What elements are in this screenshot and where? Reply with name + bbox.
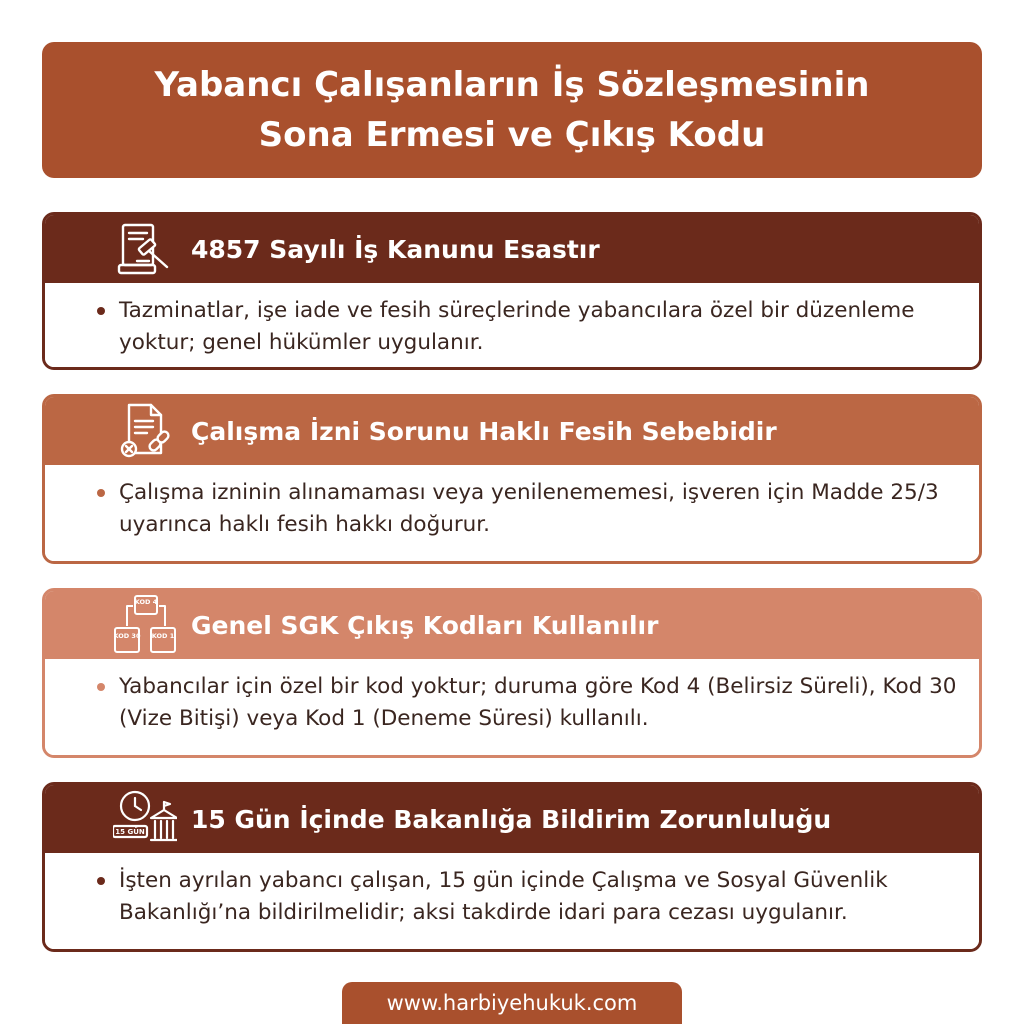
bullet-dot [97,307,105,315]
document-broken-link-icon [113,399,177,463]
fifteen-days-label: 15 GÜN [115,828,145,836]
exit-codes-icon [113,593,177,657]
info-card-work-permit [42,394,982,564]
card-text: Çalışma izninin alınamaması veya yenilenememesi, işveren için Madde 25/3 uyarınca haklı fesih hakkı doğurur. [119,480,939,537]
card-text: İşten ayrılan yabancı çalışan, 15 gün içinde Çalışma ve Sosyal Güvenlik Bakanlığı’na bildirilmelidir; aksi takdirde idari para cezası uygulanır. [119,868,888,925]
title-line-1: Yabancı Çalışanların İş Sözleşmesinin [154,65,870,105]
info-card-labor-law [42,212,982,370]
bullet-dot [97,877,105,885]
kod-30-label: KOD 30 [113,632,141,640]
card-heading: Çalışma İzni Sorunu Haklı Fesih Sebebidir [191,416,777,446]
card-header [45,215,979,283]
gavel-book-icon [113,217,177,281]
card-heading: Genel SGK Çıkış Kodları Kullanılır [191,610,659,640]
bullet-dot [97,489,105,497]
card-body [45,853,979,949]
title-line-2: Sona Ermesi ve Çıkış Kodu [258,115,766,155]
card-header [45,397,979,465]
card-header [45,785,979,853]
card-text: Yabancılar için özel bir kod yoktur; duruma göre Kod 4 (Belirsiz Süreli), Kod 30 (Vize Bitişi) veya Kod 1 (Deneme Süresi) kullanılı. [119,674,957,731]
card-heading: 4857 Sayılı İş Kanunu Esastır [191,234,600,264]
info-card-sgk-codes [42,588,982,758]
page-title [42,42,982,178]
card-text: Tazminatlar, işe iade ve fesih süreçlerinde yabancılara özel bir düzenleme yoktur; genel hükümler uygulanır. [119,298,915,355]
bullet-dot [97,683,105,691]
card-body [45,465,979,561]
card-heading: 15 Gün İçinde Bakanlığa Bildirim Zorunluluğu [191,804,832,834]
card-header [45,591,979,659]
card-body [45,283,979,367]
website-link[interactable]: www.harbiyehukuk.com [342,982,682,1024]
clock-ministry-icon [113,787,177,851]
kod-1-label: KOD 1 [151,632,175,640]
info-card-ministry-notice [42,782,982,952]
kod-4-label: KOD 4 [134,598,158,606]
card-body [45,659,979,755]
